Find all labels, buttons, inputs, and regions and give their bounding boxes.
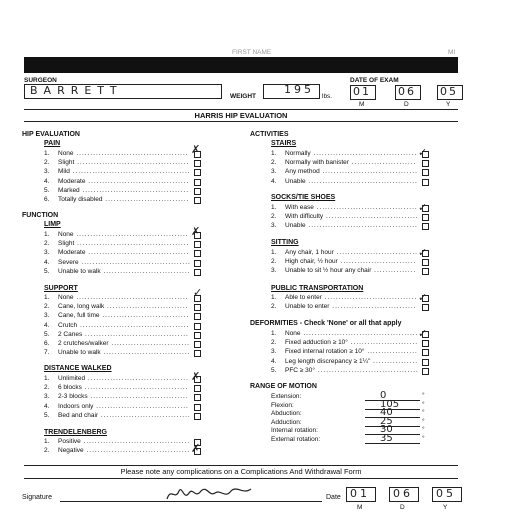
stairs-check-mark: ✓ bbox=[418, 146, 428, 159]
sitting-row bbox=[271, 267, 416, 275]
rom-degree-symbol: ° bbox=[422, 400, 425, 408]
stairs-row-label: Any method bbox=[285, 168, 320, 176]
surgeon-label: SURGEON bbox=[24, 77, 57, 84]
dot-leader: ............... bbox=[371, 267, 417, 275]
complications-note: Please note any complications on a Complications And Withdrawal Form bbox=[120, 467, 362, 476]
distance-row-number: 4. bbox=[44, 402, 50, 410]
exam-day: 06 bbox=[398, 85, 416, 98]
rom-degree-symbol: ° bbox=[422, 417, 425, 425]
transport-row-label: Able to enter bbox=[285, 294, 322, 301]
transport-check-mark: ✓ bbox=[418, 291, 428, 304]
distance-row bbox=[44, 384, 188, 392]
support-row-number: 2. bbox=[44, 303, 50, 311]
exam-month: 01 bbox=[353, 85, 371, 98]
sitting-check-mark: ✓ bbox=[418, 246, 428, 259]
stairs-row-number: 1. bbox=[271, 150, 277, 157]
deformity-row-number: 1. bbox=[271, 330, 277, 337]
rom-label: External rotation: bbox=[271, 436, 321, 443]
dot-leader: .................................... bbox=[85, 177, 190, 185]
limp-row bbox=[44, 268, 190, 276]
weight-value: 195 bbox=[284, 83, 314, 96]
support-checkbox[interactable] bbox=[194, 304, 201, 311]
limp-row-label: Slight bbox=[58, 240, 75, 248]
dot-leader: .................................... bbox=[85, 375, 189, 382]
rom-label: Adduction: bbox=[271, 418, 302, 426]
support-row bbox=[44, 322, 189, 330]
dot-leader: ......................................... bbox=[300, 330, 419, 337]
stairs-row-number: 2. bbox=[271, 159, 277, 167]
exam-m-label: M bbox=[359, 101, 365, 108]
dot-leader: ............................... bbox=[100, 267, 191, 275]
date-of-exam-label: DATE OF EXAM bbox=[350, 77, 399, 84]
support-row bbox=[44, 312, 189, 320]
sitting-row-number: 1. bbox=[271, 249, 277, 256]
distance-row bbox=[44, 403, 189, 411]
footer-y-label: Y bbox=[443, 504, 448, 511]
distance-row-label: Indoors only bbox=[58, 402, 94, 410]
footer-d-label: D bbox=[400, 504, 405, 511]
transport-row bbox=[271, 294, 417, 302]
stairs-checkbox[interactable] bbox=[422, 179, 429, 186]
socks-row-label: Unable bbox=[285, 222, 306, 230]
pain-row-number: 2. bbox=[44, 159, 50, 167]
sitting-row bbox=[271, 258, 416, 266]
footer-day: 06 bbox=[393, 487, 413, 500]
support-row-label: Cane, full time bbox=[58, 312, 100, 320]
dot-leader: ....................... bbox=[348, 159, 417, 167]
limp-row bbox=[44, 240, 189, 248]
support-row-label: None bbox=[58, 294, 74, 301]
pain-checkbox[interactable] bbox=[194, 179, 201, 186]
deformities-check-mark: ✓ bbox=[418, 327, 428, 340]
first-name-label: FIRST NAME bbox=[232, 49, 272, 56]
dot-leader: ............................... bbox=[100, 349, 191, 357]
socks-checkbox[interactable] bbox=[422, 214, 429, 221]
rom-value: 35 bbox=[380, 433, 393, 444]
support-checkbox[interactable] bbox=[194, 341, 201, 348]
trendelenberg-row-number: 1. bbox=[44, 438, 50, 445]
stairs-checkbox[interactable] bbox=[422, 169, 429, 176]
distance-row-label: 6 blocks bbox=[58, 384, 82, 392]
dot-leader: ........................................ bbox=[74, 240, 190, 248]
sitting-row-label: Any chair, 1 hour bbox=[285, 249, 334, 256]
support-row-number: 7. bbox=[44, 349, 50, 357]
pain-checkbox[interactable] bbox=[194, 160, 201, 167]
socks-row-number: 1. bbox=[271, 204, 277, 211]
deformity-row-number: 2. bbox=[271, 339, 277, 347]
pain-row-number: 6. bbox=[44, 196, 50, 203]
deformity-row-number: 5. bbox=[271, 366, 277, 374]
limp-row-label: Severe bbox=[58, 258, 79, 266]
sitting-row bbox=[271, 249, 418, 257]
distance-row-number: 3. bbox=[44, 393, 50, 401]
dot-leader: .................. bbox=[364, 348, 418, 356]
support-row-label: 2 Canes bbox=[58, 330, 83, 338]
transport-title: PUBLIC TRANSPORTATION bbox=[271, 285, 364, 292]
pain-row-number: 5. bbox=[44, 186, 50, 194]
dot-leader: ....................................... bbox=[78, 258, 191, 266]
rom-label: Internal rotation: bbox=[271, 427, 318, 435]
distance-title: DISTANCE WALKED bbox=[44, 365, 112, 372]
distance-row-label: Unlimited bbox=[58, 375, 86, 382]
deformity-checkbox[interactable] bbox=[422, 368, 429, 375]
dot-leader: ..................................... bbox=[310, 150, 418, 157]
date-label: Date bbox=[326, 494, 341, 501]
dot-leader: .......................................... bbox=[69, 168, 191, 176]
limp-row bbox=[44, 259, 191, 267]
distance-row-label: 2-3 blocks bbox=[58, 393, 88, 401]
footer-m-label: M bbox=[357, 504, 363, 511]
trendelenberg-row bbox=[44, 438, 190, 446]
transport-row-number: 2. bbox=[271, 303, 277, 311]
socks-row-label: With difficulty bbox=[285, 213, 324, 221]
dot-leader: ..................................... bbox=[82, 330, 189, 338]
support-checkbox[interactable] bbox=[194, 350, 201, 357]
support-checkbox[interactable] bbox=[194, 323, 201, 330]
deformity-checkbox[interactable] bbox=[422, 359, 429, 366]
stairs-row bbox=[271, 178, 418, 186]
socks-checkbox[interactable] bbox=[422, 223, 429, 230]
limp-checkbox[interactable] bbox=[194, 260, 201, 267]
rom-value: 0 bbox=[380, 390, 387, 401]
distance-row bbox=[44, 412, 191, 420]
pain-title: PAIN bbox=[44, 140, 61, 147]
sitting-row-label: Unable to sit ½ hour any chair bbox=[285, 267, 372, 275]
support-checkbox[interactable] bbox=[194, 313, 201, 320]
limp-row-number: 2. bbox=[44, 240, 50, 248]
dot-leader: ............................... bbox=[99, 312, 190, 320]
deformity-row bbox=[271, 367, 419, 375]
support-row bbox=[44, 340, 190, 348]
pain-checkbox[interactable] bbox=[194, 169, 201, 176]
deformity-row-number: 4. bbox=[271, 357, 277, 365]
dot-leader: .............................. bbox=[329, 303, 417, 311]
dot-leader: ...................................... bbox=[80, 438, 191, 445]
distance-row bbox=[44, 393, 189, 401]
socks-row bbox=[271, 204, 418, 212]
dot-leader: ................................. bbox=[323, 213, 419, 221]
support-row bbox=[44, 303, 188, 311]
dot-leader: ....................................... bbox=[77, 321, 190, 329]
support-check-mark: ✓ bbox=[193, 286, 203, 299]
limp-row bbox=[44, 249, 189, 257]
exam-d-label: D bbox=[404, 101, 409, 108]
limp-row-number: 4. bbox=[44, 258, 50, 266]
transport-checkbox[interactable] bbox=[422, 304, 429, 311]
deformity-row-label: PFC ≥ 30° bbox=[285, 366, 316, 374]
dot-leader: ................................... bbox=[87, 393, 189, 401]
pain-checkbox[interactable] bbox=[194, 197, 201, 204]
sitting-title: SITTING bbox=[271, 239, 299, 246]
pain-row-label: Moderate bbox=[58, 177, 86, 185]
pain-row bbox=[44, 178, 189, 186]
socks-row-number: 2. bbox=[271, 213, 277, 221]
exam-y-label: Y bbox=[446, 101, 451, 108]
pain-row-number: 3. bbox=[44, 168, 50, 176]
deformity-row-label: Fixed internal rotation ≥ 10° bbox=[285, 348, 365, 356]
distance-row-number: 5. bbox=[44, 411, 50, 419]
support-row-number: 6. bbox=[44, 340, 50, 347]
rom-label: Extension: bbox=[271, 393, 302, 400]
sitting-row-label: High chair, ½ hour bbox=[285, 258, 338, 266]
socks-title: SOCKS/TIE SHOES bbox=[271, 194, 336, 201]
limp-checkbox[interactable] bbox=[194, 250, 201, 257]
stairs-checkbox[interactable] bbox=[422, 160, 429, 167]
pain-row-label: None bbox=[58, 150, 74, 157]
support-row-label: 2 crutches/walker bbox=[58, 340, 109, 347]
dot-leader: .................................... bbox=[313, 204, 418, 211]
rom-value: 25 bbox=[380, 415, 393, 427]
transport-row-number: 1. bbox=[271, 294, 277, 301]
support-checkbox[interactable] bbox=[194, 332, 201, 339]
dot-leader: ..................................... bbox=[81, 384, 189, 392]
limp-row-label: Moderate bbox=[58, 249, 86, 257]
rom-degree-symbol: ° bbox=[422, 426, 425, 434]
support-row-number: 1. bbox=[44, 294, 50, 301]
trendelenberg-row-label: Negative bbox=[58, 447, 84, 455]
trendelenberg-row bbox=[44, 447, 190, 455]
distance-row-number: 1. bbox=[44, 375, 50, 382]
pain-row bbox=[44, 187, 189, 195]
trendelenberg-title: TRENDELENBERG bbox=[44, 429, 108, 436]
footer-year: 05 bbox=[436, 487, 456, 500]
pain-checkbox[interactable] bbox=[194, 188, 201, 195]
transport-row bbox=[271, 303, 416, 311]
pain-row-label: Totally disabled bbox=[58, 196, 103, 203]
pain-row-number: 1. bbox=[44, 150, 50, 157]
deformity-row bbox=[271, 339, 418, 347]
dot-leader: ........................................ bbox=[73, 150, 189, 157]
pain-row-number: 4. bbox=[44, 177, 50, 185]
trendelenberg-row-number: 2. bbox=[44, 447, 50, 455]
dot-leader: ................................. bbox=[93, 402, 189, 410]
rom-label: Flexion: bbox=[271, 401, 294, 409]
rom-label: Abduction: bbox=[271, 410, 302, 418]
socks-check-mark: ✓ bbox=[418, 201, 428, 214]
dot-leader: ................................. bbox=[321, 294, 418, 301]
dot-leader: ..................................... bbox=[83, 447, 191, 455]
rom-degree-symbol: ° bbox=[422, 409, 425, 417]
form-title: HARRIS HIP EVALUATION bbox=[194, 111, 288, 120]
support-row-number: 4. bbox=[44, 321, 50, 329]
deformities-title: DEFORMITIES - Check 'None' or all that apply bbox=[250, 320, 402, 327]
dot-leader: ........................... bbox=[337, 258, 417, 266]
signature-scribble bbox=[165, 481, 255, 503]
stairs-row bbox=[271, 159, 416, 167]
socks-row bbox=[271, 222, 418, 230]
hip-evaluation-title: HIP EVALUATION bbox=[22, 131, 80, 138]
stairs-row-label: Normally with banister bbox=[285, 159, 349, 167]
limp-row-label: Unable to walk bbox=[58, 267, 101, 275]
support-row bbox=[44, 349, 190, 357]
exam-year: 05 bbox=[440, 85, 458, 98]
dot-leader: ....................................... bbox=[305, 177, 418, 185]
dot-leader: .................................... bbox=[85, 249, 190, 257]
dot-leader: ............................. bbox=[333, 249, 418, 256]
limp-title: LIMP bbox=[44, 221, 61, 228]
dot-leader: .............................. bbox=[102, 196, 190, 203]
pain-check-mark: ✗ bbox=[191, 143, 201, 156]
weight-label: WEIGHT bbox=[230, 93, 256, 100]
trendelenberg-check-mark: ✗ bbox=[191, 442, 201, 455]
support-row-label: Unable to walk bbox=[58, 349, 101, 357]
mi-label: MI bbox=[448, 49, 456, 56]
limp-checkbox[interactable] bbox=[194, 241, 201, 248]
dot-leader: ................................ bbox=[98, 411, 191, 419]
surgeon-value: BARRETT bbox=[30, 84, 123, 97]
stairs-row bbox=[271, 150, 417, 158]
dot-leader: .................................... bbox=[315, 366, 419, 374]
function-title: FUNCTION bbox=[22, 212, 59, 219]
limp-row-label: None bbox=[58, 231, 74, 238]
distance-row-number: 2. bbox=[44, 384, 50, 392]
sitting-row-number: 2. bbox=[271, 258, 277, 266]
dot-leader: .................................. bbox=[319, 168, 418, 176]
signature-label: Signature bbox=[22, 494, 52, 501]
stairs-row-label: Normally bbox=[285, 150, 311, 157]
pain-row bbox=[44, 159, 189, 167]
deformity-checkbox[interactable] bbox=[422, 340, 429, 347]
pain-row-label: Marked bbox=[58, 186, 80, 194]
pain-row bbox=[44, 168, 191, 176]
stairs-row-label: Unable bbox=[285, 177, 306, 185]
pain-row-label: Mild bbox=[58, 168, 70, 176]
socks-row bbox=[271, 213, 419, 221]
dot-leader: ........................................ bbox=[74, 159, 190, 167]
sitting-checkbox[interactable] bbox=[422, 259, 429, 266]
distance-checkbox[interactable] bbox=[194, 394, 201, 401]
distance-row bbox=[44, 375, 189, 383]
dot-leader: ...................................... bbox=[79, 186, 190, 194]
socks-row-number: 3. bbox=[271, 222, 277, 230]
support-row-label: Cane, long walk bbox=[58, 303, 105, 311]
limp-row-number: 1. bbox=[44, 231, 50, 238]
support-row-number: 5. bbox=[44, 330, 50, 338]
weight-unit: lbs. bbox=[322, 93, 333, 100]
limp-row-number: 3. bbox=[44, 249, 50, 257]
limp-row bbox=[44, 231, 189, 239]
deformity-row bbox=[271, 330, 418, 338]
limp-row-number: 5. bbox=[44, 267, 50, 275]
rom-degree-symbol: ° bbox=[422, 392, 425, 399]
socks-row-label: With ease bbox=[285, 204, 314, 211]
stairs-row-number: 4. bbox=[271, 177, 277, 185]
stairs-title: STAIRS bbox=[271, 140, 297, 147]
deformity-row-number: 3. bbox=[271, 348, 277, 356]
deformity-row bbox=[271, 358, 418, 366]
header-black-band bbox=[24, 57, 458, 73]
pain-row-label: Slight bbox=[58, 159, 75, 167]
dot-leader: ................ bbox=[370, 357, 419, 365]
deformity-row-label: None bbox=[285, 330, 301, 337]
sitting-row-number: 3. bbox=[271, 267, 277, 275]
pain-row bbox=[44, 196, 189, 204]
stairs-row-number: 3. bbox=[271, 168, 277, 176]
rom-value: 30 bbox=[380, 424, 393, 436]
distance-row-label: Bed and chair bbox=[58, 411, 99, 419]
support-row bbox=[44, 331, 189, 339]
distance-checkbox[interactable] bbox=[194, 404, 201, 411]
distance-checkbox[interactable] bbox=[194, 385, 201, 392]
support-row-label: Crutch bbox=[58, 321, 78, 329]
limp-check-mark: ✗ bbox=[191, 225, 201, 238]
title-rule-bottom bbox=[24, 121, 458, 122]
distance-check-mark: ✗ bbox=[191, 370, 201, 383]
support-row bbox=[44, 294, 189, 302]
transport-row-label: Unable to enter bbox=[285, 303, 330, 311]
title-rule-top bbox=[24, 109, 458, 110]
deformity-checkbox[interactable] bbox=[422, 349, 429, 356]
deformity-row-label: Fixed adduction ≥ 10° bbox=[285, 339, 348, 347]
activities-title: ACTIVITIES bbox=[250, 131, 289, 138]
footer-rule bbox=[24, 465, 458, 466]
rom-title: RANGE OF MOTION bbox=[250, 383, 317, 390]
dot-leader: ........................................ bbox=[73, 294, 189, 301]
rom-value: 40 bbox=[380, 407, 393, 419]
footer-rule-2 bbox=[24, 478, 458, 479]
distance-checkbox[interactable] bbox=[194, 413, 201, 420]
dot-leader: ........................................ bbox=[73, 231, 189, 238]
deformity-row-label: Leg length discrepancy ≥ 1¼" bbox=[285, 357, 371, 365]
dot-leader: ............................ bbox=[108, 340, 190, 347]
sitting-checkbox[interactable] bbox=[422, 268, 429, 275]
limp-checkbox[interactable] bbox=[194, 269, 201, 276]
stairs-row bbox=[271, 168, 418, 176]
rom-degree-symbol: ° bbox=[422, 435, 425, 442]
support-row-number: 3. bbox=[44, 312, 50, 320]
support-title: SUPPORT bbox=[44, 285, 78, 292]
dot-leader: ........................ bbox=[347, 339, 419, 347]
deformity-row bbox=[271, 348, 418, 356]
trendelenberg-row-label: Positive bbox=[58, 438, 81, 445]
footer-month: 01 bbox=[350, 487, 370, 500]
pain-row bbox=[44, 150, 189, 158]
dot-leader: ....................................... bbox=[305, 222, 418, 230]
dot-leader: ............................. bbox=[104, 303, 189, 311]
rom-value: 105 bbox=[380, 398, 400, 410]
